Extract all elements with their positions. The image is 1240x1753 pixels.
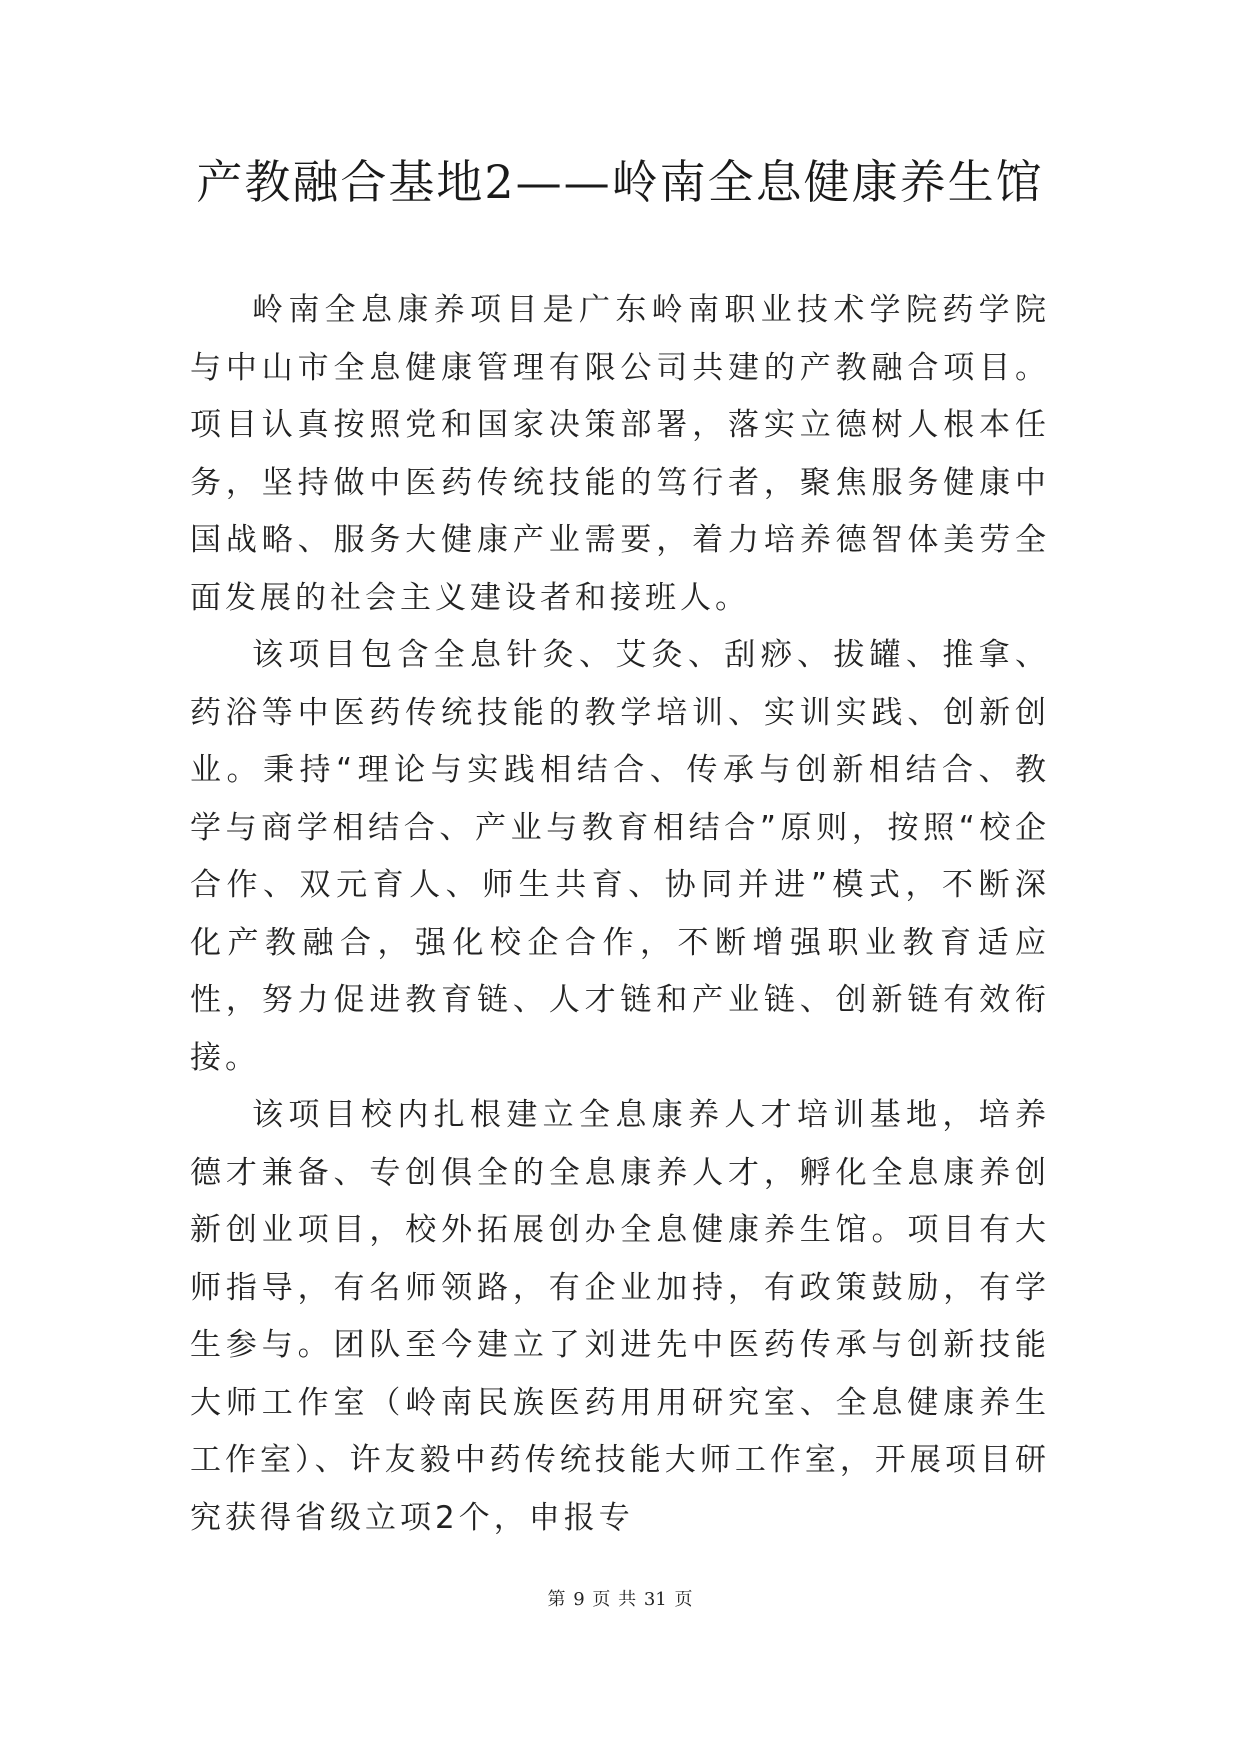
document-body: [190, 282, 1050, 1547]
page-number-footer: 第 9 页 共 31 页: [547, 1589, 693, 1610]
document-title: 产教融合基地2——岭南全息健康养生馆: [196, 155, 1044, 209]
paragraph-3: 该项目校内扎根建立全息康养人才培训基地，培养德才兼备、专创俱全的全息康养人才，孵化全息康养创新创业项目，校外拓展创办全息健康养生馆。项目有大师指导，有名师领路，有企业加持，有政策鼓励，有学生参与。团队至今建立了刘进先中医药传承与创新技能大师工作室（岭南民族医药用用研究室、全息健康养生工作室）、许友毅中药传统技能大师工作室，开展项目研究获得省级立项2个，申报专: [190, 1097, 1050, 1536]
paragraph-1: 岭南全息康养项目是广东岭南职业技术学院药学院与中山市全息健康管理有限公司共建的产教融合项目。项目认真按照党和国家决策部署，落实立德树人根本任务，坚持做中医药传统技能的笃行者，聚焦服务健康中国战略、服务大健康产业需要，着力培养德智体美劳全面发展的社会主义建设者和接班人。: [190, 292, 1050, 616]
paragraph-2: 该项目包含全息针灸、艾灸、刮痧、拔罐、推拿、药浴等中医药传统技能的教学培训、实训实践、创新创业。秉持“理论与实践相结合、传承与创新相结合、教学与商学相结合、产业与教育相结合”原则，按照“校企合作、双元育人、师生共育、协同并进”模式，不断深化产教融合，强化校企合作，不断增强职业教育适应性，努力促进教育链、人才链和产业链、创新链有效衔接。: [190, 637, 1050, 1076]
